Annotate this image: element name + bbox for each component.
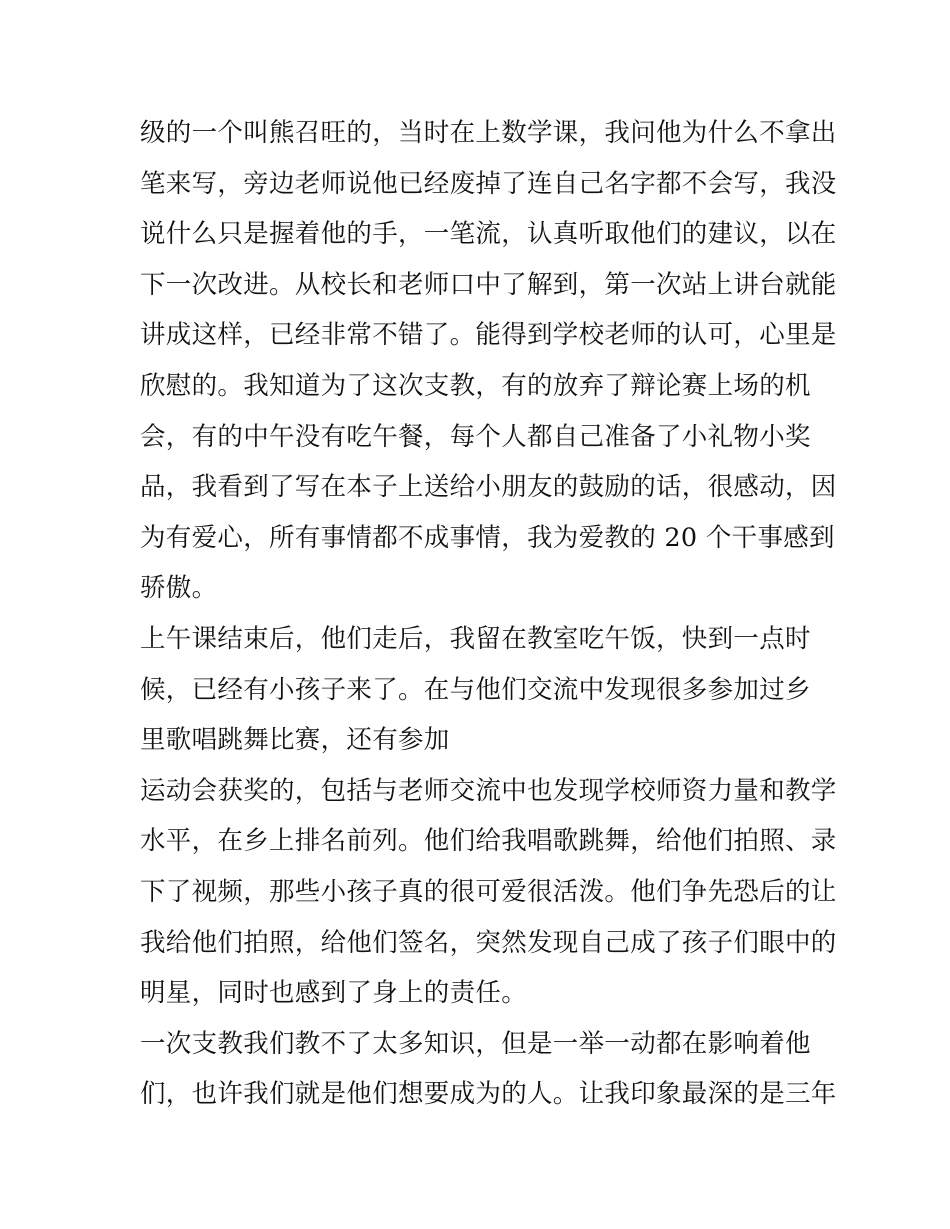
text-line: 讲成这样，已经非常不错了。能得到学校老师的认可，心里是 <box>140 320 837 351</box>
text-line: 级的一个叫熊召旺的，当时在上数学课，我问他为什么不拿出 <box>140 118 837 148</box>
text-line: 说什么只是握着他的手，一笔流，认真听取他们的建议，以在 <box>140 219 837 250</box>
text-line: 候，已经有小孩子来了。在与他们交流中发现很多参加过乡 <box>140 674 811 705</box>
text-line: 下了视频，那些小孩子真的很可爱很活泼。他们争先恐后的让 <box>140 876 837 907</box>
text-line: 里歌唱跳舞比赛，还有参加 <box>140 725 450 756</box>
text-line: 会，有的中午没有吃午餐，每个人都自己准备了小礼物小奖 <box>140 421 811 452</box>
text-line: 运动会获奖的，包括与老师交流中也发现学校师资力量和教学 <box>140 775 837 806</box>
text-line: 为有爱心，所有事情都不成事情，我为爱教的 20 个干事感到 <box>140 522 835 553</box>
text-line: 下一次改进。从校长和老师口中了解到，第一次站上讲台就能 <box>140 269 837 300</box>
text-line: 品，我看到了写在本子上送给小朋友的鼓励的话，很感动，因 <box>140 472 837 503</box>
text-line: 上午课结束后，他们走后，我留在教室吃午饭，快到一点时 <box>140 623 811 654</box>
text-line: 我给他们拍照，给他们签名，突然发现自己成了孩子们眼中的 <box>140 927 837 958</box>
text-line: 骄傲。 <box>140 573 218 604</box>
text-line: 明星，同时也感到了身上的责任。 <box>140 978 528 1009</box>
text-line: 笔来写，旁边老师说他已经废掉了连自己名字都不会写，我没 <box>140 168 837 199</box>
text-line: 一次支教我们教不了太多知识，但是一举一动都在影响着他 <box>140 1028 811 1059</box>
text-line: 水平，在乡上排名前列。他们给我唱歌跳舞，给他们拍照、录 <box>140 826 837 857</box>
text-line: 们，也许我们就是他们想要成为的人。让我印象最深的是三年 <box>140 1079 837 1110</box>
document-body <box>140 108 837 1120</box>
text-line: 欣慰的。我知道为了这次支教，有的放弃了辩论赛上场的机 <box>140 370 811 401</box>
